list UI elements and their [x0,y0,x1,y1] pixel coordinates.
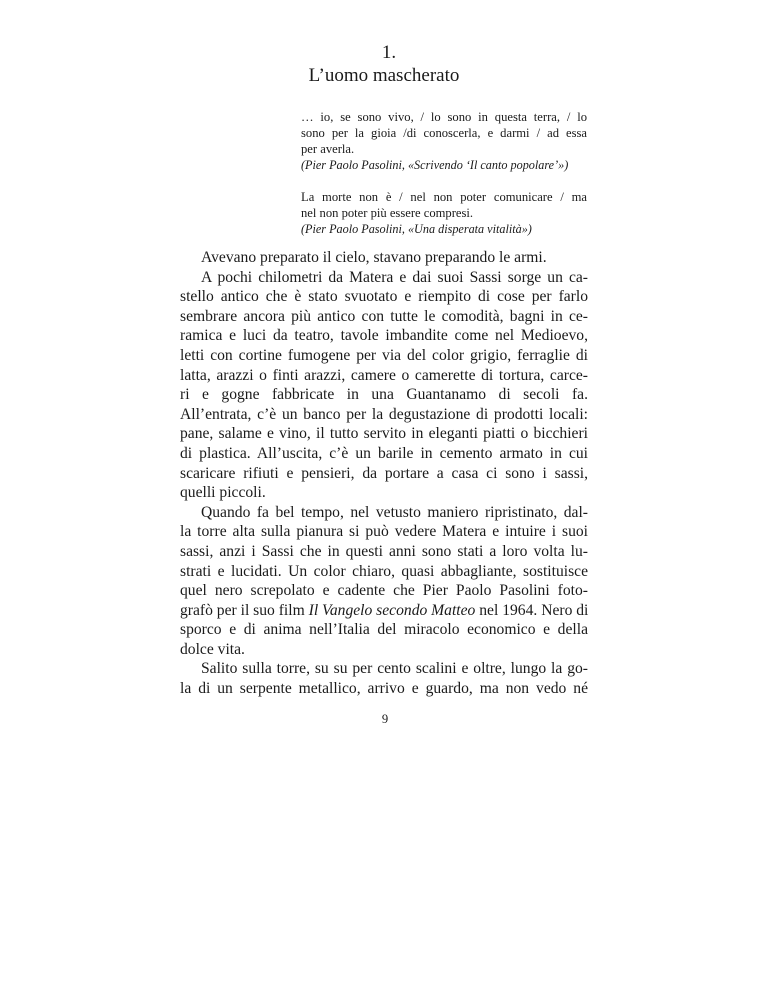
text-line: quelli piccoli. [180,484,266,502]
text-line: ri e gogne fabbricate in una Guantanamo di secoli fa. [180,386,588,404]
film-line-after: nel 1964. Nero di [475,601,589,619]
text-line: la di un serpente metallico, arrivo e guardo, ma non vedo né [180,680,588,698]
text-line: scaricare rifiuti e pensieri, da portare a casa ci sono i sassi, [180,464,588,482]
text-line: dolce vita. [180,640,245,658]
epigraph-2 [301,189,587,237]
text-line: Quando fa bel tempo, nel vetusto maniero ripristinato, dal- [201,503,588,521]
text-line: di plastica. All’uscita, c’è un barile in cemento armato in cui [180,444,588,462]
chapter-number: 1. [381,42,397,63]
text-line: Avevano preparato il cielo, stavano preparando le armi. [201,249,547,266]
text-line: All’entrata, c’è un banco per la degustazione di prodotti locali: [180,405,588,423]
epigraph-line: per averla. [301,142,355,156]
paragraph [180,659,588,698]
text-line: A pochi chilometri da Matera e dai suoi Sassi sorge un ca- [201,268,588,286]
page-number: 9 [381,712,389,726]
text-line: strati e lucidati. Un color chiaro, quasi abbagliante, sostituisce [180,562,588,580]
paragraph [180,503,588,660]
text-line-film [180,601,588,621]
paragraph [180,248,588,268]
text-line: pane, salame e vino, il tutto servito in eleganti piatti o bicchieri [180,425,588,443]
epigraph-line: La morte non è / nel non poter comunicare / ma [301,190,587,204]
chapter-title: L’uomo mascherato [308,65,460,86]
film-title: Il Vangelo secondo Matteo [308,601,476,619]
epigraph-line: nel non poter più essere compresi. [301,206,474,220]
epigraph-1 [301,109,587,173]
epigraph-source: (Pier Paolo Pasolini, «Scrivendo ‘Il canto popolare’») [301,158,569,172]
body-text [180,248,588,699]
epigraph-source: (Pier Paolo Pasolini, «Una disperata vitalità») [301,222,532,236]
text-line: sassi, anzi i Sassi che in questi anni sono stati a loro volta lu- [180,542,588,560]
text-line: latta, arazzi o finti arazzi, camere o camerette di tortura, carce- [180,366,588,384]
text-line: sporco e di anima nell’Italia del miracolo economico e della [180,621,588,639]
text-line: la torre alta sulla pianura si può vedere Matera e intuire i suoi [180,523,588,541]
text-line: ramica e luci da teatro, tavole imbandite come nel Medioevo, [180,327,588,345]
text-line: letti con cortine fumogene per via del color grigio, ferraglie di [180,346,588,364]
epigraph-line: sono per la gioia /di conoscerla, e darmi / ad essa [301,126,587,140]
paragraph [180,268,588,503]
film-line-before: grafò per il suo film [180,601,309,619]
text-line: stello antico che è stato svuotato e riempito di cose per farlo [180,288,588,306]
text-line: Salito sulla torre, su su per cento scalini e oltre, lungo la go- [201,660,588,678]
epigraph-line: … io, se sono vivo, / lo sono in questa terra, / lo [301,110,587,124]
text-line: sembrare ancora più antico con tutte le comodità, bagni in ce- [180,307,588,325]
text-line: quel nero screpolato e cadente che Pier Paolo Pasolini foto- [180,582,588,600]
